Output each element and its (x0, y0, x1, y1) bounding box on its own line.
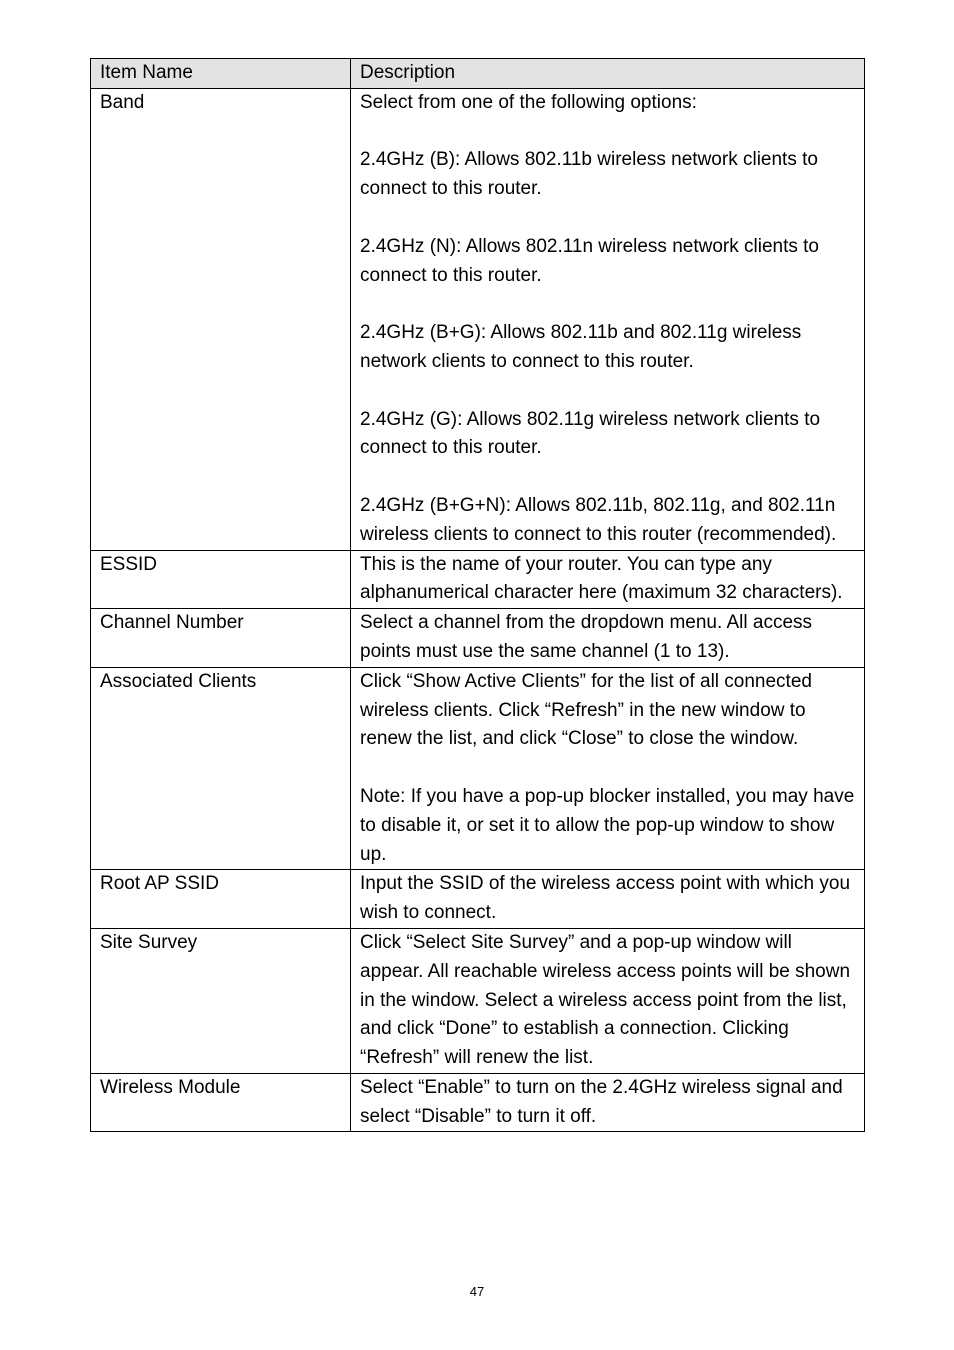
description-cell (351, 667, 865, 870)
description-paragraph: Click “Select Site Survey” and a pop-up window will appear. All reachable wireless access points will be shown in the window. Select a wireless access point from the list, and click “Done” to establish a connection. Clicking “Refresh” will renew the list. (360, 931, 851, 1069)
description-paragraph: Input the SSID of the wireless access point with which you wish to connect. (360, 873, 851, 924)
description-cell (351, 870, 865, 929)
table-body (91, 88, 865, 1132)
table-header-row (91, 59, 865, 89)
table-row-wireless-module (91, 1073, 865, 1132)
item-name-cell: Channel Number (91, 609, 351, 668)
column-header-item-name: Item Name (91, 59, 351, 89)
description-paragraph: 2.4GHz (G): Allows 802.11g wireless network clients to connect to this router. (360, 408, 821, 459)
description-cell (351, 928, 865, 1073)
item-name-cell: Band (91, 88, 351, 550)
page-number: 47 (469, 1284, 485, 1299)
description-paragraph: 2.4GHz (N): Allows 802.11n wireless network clients to connect to this router. (360, 235, 819, 286)
item-name-cell: Root AP SSID (91, 870, 351, 929)
item-name-cell: Wireless Module (91, 1073, 351, 1132)
table-row-channel-number (91, 609, 865, 668)
description-paragraph: 2.4GHz (B+G): Allows 802.11b and 802.11g wireless network clients to connect to this router. (360, 322, 802, 372)
description-cell (351, 550, 865, 609)
table-header (91, 59, 865, 89)
description-paragraph: This is the name of your router. You can type any alphanumerical character here (maximum 32 characters). (360, 553, 843, 604)
table-row-band (91, 88, 865, 550)
item-name-cell: Site Survey (91, 928, 351, 1073)
table-row-essid (91, 550, 865, 609)
description-cell (351, 88, 865, 550)
table-row-root-ap-ssid (91, 870, 865, 929)
item-name-cell: ESSID (91, 550, 351, 609)
description-paragraph: Select a channel from the dropdown menu. All access points must use the same channel (1 to 13). (360, 612, 813, 662)
description-paragraph: 2.4GHz (B): Allows 802.11b wireless network clients to connect to this router. (360, 149, 818, 200)
table-row-associated-clients (91, 667, 865, 870)
description-paragraph: Select from one of the following options: (360, 91, 697, 113)
description-paragraph: 2.4GHz (B+G+N): Allows 802.11b, 802.11g, and 802.11n wireless clients to connect to this router (recommended). (360, 494, 837, 545)
description-paragraph: Click “Show Active Clients” for the list of all connected wireless clients. Click “Refresh” in the new window to renew the list, and click “Close” to close the window. (360, 670, 812, 750)
description-cell (351, 609, 865, 668)
description-paragraph: Select “Enable” to turn on the 2.4GHz wireless signal and select “Disable” to turn it off. (360, 1076, 843, 1127)
description-paragraph: Note: If you have a pop-up blocker installed, you may have to disable it, or set it to allow the pop-up window to show up. (360, 785, 855, 865)
column-header-description: Description (351, 59, 865, 89)
table-row-site-survey (91, 928, 865, 1073)
settings-description-table (90, 58, 865, 1132)
item-name-cell: Associated Clients (91, 667, 351, 870)
description-cell (351, 1073, 865, 1132)
